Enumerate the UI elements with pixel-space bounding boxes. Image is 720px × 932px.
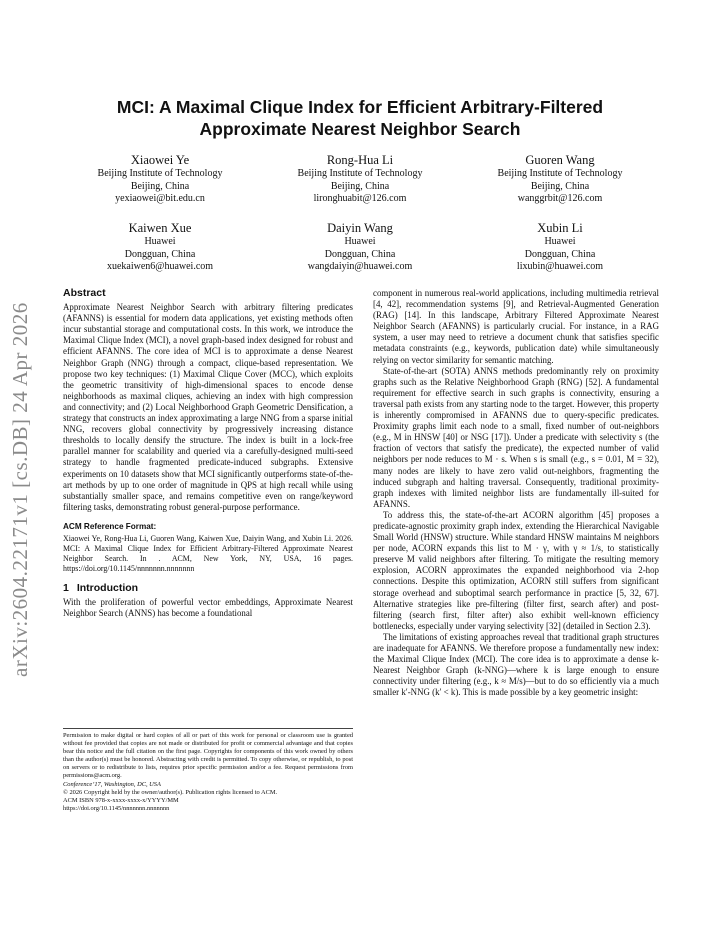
permission-notice: Permission to make digital or hard copies of all or part of this work for personal or classroom use is granted without fee provided that copies are not made or distributed for profit or commercial advantage and that copies bear this notice and the full citation on the first page. Copyrights for components of this work owned by others than the author(s) must be honored. Abstracting with credit is permitted. To copy otherwise, or republish, to post on servers or to redistribute to lists, requires prior specific permission and/or a fee. Request permissions from permissions@acm.org. xyxy=(63,732,353,780)
author-affiliation: Beijing Institute of Technology xyxy=(97,168,223,179)
author-email[interactable]: xuekaiwen6@huawei.com xyxy=(106,261,214,272)
author-name: Daiyin Wang xyxy=(327,221,393,235)
author-row-2 xyxy=(60,221,660,274)
author-block xyxy=(260,221,460,274)
copyright-footnote xyxy=(63,728,353,813)
abstract-heading: Abstract xyxy=(63,287,106,299)
isbn-line: ACM ISBN 978-x-xxxx-xxxx-x/YYYY/MM xyxy=(63,796,179,804)
paper-title xyxy=(60,96,660,140)
author-email[interactable]: yexiaowei@bit.edu.cn xyxy=(115,193,205,204)
author-location: Beijing, China xyxy=(530,180,590,192)
author-name: Xiaowei Ye xyxy=(130,153,190,167)
section-number: 1 xyxy=(63,581,69,594)
author-affiliation: Huawei xyxy=(344,236,376,247)
introduction-heading xyxy=(63,583,353,594)
author-location: Dongguan, China xyxy=(124,248,196,260)
author-email[interactable]: wanggrbit@126.com xyxy=(517,193,603,204)
body-paragraph: component in numerous real-world applications, including multimedia retrieval [4, 42], recommendation systems [9], and Retrieval-Augmented Generation (RAG) [14]. In this landscape, Arbitrary Filtered Approximate Nearest Neighbor Search (AFANNS) is particularly crucial. For instance, in a RAG system, a user may need to retrieve a document chunk that satisfies specific metadata constraints (e.g., keywords, publication date) while simultaneously relying on vector similarity for semantic matching. xyxy=(373,288,659,365)
author-block xyxy=(460,153,660,206)
body-paragraph: The limitations of existing approaches reveal that traditional graph structures are inadequate for AFANNS. We therefore propose a fundamentally new index: the Maximal Clique Index (MCI). The core idea is to approximate a dense k-Nearest Neighbor Graph (k-NNG)—where k is large enough to ensure connectivity under filtering (e.g., k ≈ M/s)—but to do so efficiently via a much smaller k′-NNG (k′ < k). This is made possible by a key geometric insight: xyxy=(373,631,659,698)
author-email[interactable]: wangdaiyin@huawei.com xyxy=(307,261,413,272)
author-name: Rong-Hua Li xyxy=(326,153,394,167)
title-line-2: Approximate Nearest Neighbor Search xyxy=(199,119,521,139)
title-line-1: MCI: A Maximal Clique Index for Efficient Arbitrary-Filtered xyxy=(116,97,604,117)
arxiv-stamp[interactable]: arXiv:2604.22171v1 [cs.DB] 24 Apr 2026 xyxy=(8,302,32,678)
author-affiliation: Beijing Institute of Technology xyxy=(497,168,623,179)
author-email[interactable]: lixubin@huawei.com xyxy=(516,261,604,272)
section-title: Introduction xyxy=(76,581,139,594)
author-location: Beijing, China xyxy=(130,180,190,192)
author-block xyxy=(60,153,260,206)
copyright-line: © 2026 Copyright held by the owner/author(s). Publication rights licensed to ACM. xyxy=(63,788,278,796)
abstract-text: Approximate Nearest Neighbor Search with arbitrary filtering predicates (AFANNS) is essential for modern data applications, yet existing methods often incur substantial storage and computational costs. In this work, we introduce the Maximal Clique Index (MCI), a novel graph-based index designed for robust and efficient AFANNS. The core idea of MCI is to approximate a dense Nearest Neighbor Graph (NNG) through a compact, clique-based representation. We propose two key techniques: (1) Maximal Clique Cover (MCC), which exploits the geometric transitivity of high-dimensional spaces to encode dense neighborhoods as maximal cliques, achieving an index with high compression and connectivity; and (2) Local Neighborhood Graph Geometric Densification, a strategy that constructs an index approximating a large NNG from a sparse initial NNG, recovers global connectivity by progressively increasing distance thresholds to locally densify the structure. The index is built in a lock-free parallel manner for scalability and queried via a carefully-designed multi-seed strategy to handle fragmented predicate-induced subgraphs. Extensive experiments on 10 datasets show that MCI significantly outperforms state-of-the-art methods by up to one order of magnitude in QPS at high recall while using substantially smaller space, and remains competitive even on range/keyword filtering tasks, demonstrating robust general-purpose performance. xyxy=(63,302,353,512)
author-name: Guoren Wang xyxy=(525,153,595,167)
author-block xyxy=(460,221,660,274)
introduction-text: With the proliferation of powerful vector embeddings, Approximate Nearest Neighbor Search (ANNS) has become a foundational xyxy=(63,597,353,619)
author-row-1 xyxy=(60,153,660,206)
author-affiliation: Huawei xyxy=(144,236,176,247)
doi-link[interactable]: https://doi.org/10.1145/nnnnnnn.nnnnnnn xyxy=(63,804,170,812)
author-block xyxy=(260,153,460,206)
author-name: Kaiwen Xue xyxy=(128,221,192,235)
body-paragraph: State-of-the-art (SOTA) ANNS methods predominantly rely on proximity graphs such as the Relative Neighborhood Graph (RNG) [52]. A fundamental requirement for effective search in such graphs is connectivity, ensuring a traversal path exists from any starting node to the target. However, this property is inherently compromised in AFANNS due to query-specific predicates. Proximity graphs limit each node to a small, fixed number of out-neighbors (e.g., M in HNSW [40] or NSG [17]). Under a predicate with selectivity s (the fraction of vectors that satisfy the predicate), the expected number of valid neighbors per node reduces to M · s. When s is small (e.g., s = 0.01, M = 32), many nodes are likely to have zero valid out-neighbors, fragmenting the induced subgraph and halting traversal. Consequently, traditional proximity-graph indexes with limited neighbor lists are fundamentally ill-suited for AFANNS. xyxy=(373,365,659,509)
conference-info: Conference’17, Washington, DC, USA xyxy=(63,780,161,788)
author-location: Dongguan, China xyxy=(524,248,596,260)
author-location: Dongguan, China xyxy=(324,248,396,260)
author-name: Xubin Li xyxy=(537,221,583,235)
author-affiliation: Beijing Institute of Technology xyxy=(297,168,423,179)
body-paragraph: To address this, the state-of-the-art ACORN algorithm [45] proposes a predicate-agnostic proximity graph index, extending the Hierarchical Navigable Small World (HNSW) structure. While standard HNSW maintains M neighbors per node, ACORN expands this list to M · γ, with γ ≈ 1/s, to statistically preserve M valid neighbors after filtering. To mitigate the resulting memory explosion, ACORN approximates the expanded neighborhood via 2-hop connections. Despite this optimization, ACORN still suffers from significant storage overhead and suboptimal search performance in practice [5, 32, 67]. Alternative strategies like pre-filtering (filter first, search after) and post-filtering (search first, filter after) also exhibit well-known efficiency bottlenecks, especially under varying selectivity [32] (detailed in Section 2.3). xyxy=(373,509,659,631)
right-column xyxy=(373,288,659,698)
author-location: Beijing, China xyxy=(330,180,390,192)
acm-reference-text: Xiaowei Ye, Rong-Hua Li, Guoren Wang, Kaiwen Xue, Daiyin Wang, and Xubin Li. 2026. MCI: A Maximal Clique Index for Efficient Arbitrary-Filtered Approximate Nearest Neighbor Search. In . ACM, New York, NY, USA, 16 pages. https://doi.org/10.1145/nnnnnnn.nnnnnnn xyxy=(63,533,353,573)
acm-reference-heading: ACM Reference Format: xyxy=(63,521,157,531)
author-block xyxy=(60,221,260,274)
left-column xyxy=(63,288,353,619)
author-email[interactable]: lironghuabit@126.com xyxy=(313,193,407,204)
author-affiliation: Huawei xyxy=(544,236,576,247)
